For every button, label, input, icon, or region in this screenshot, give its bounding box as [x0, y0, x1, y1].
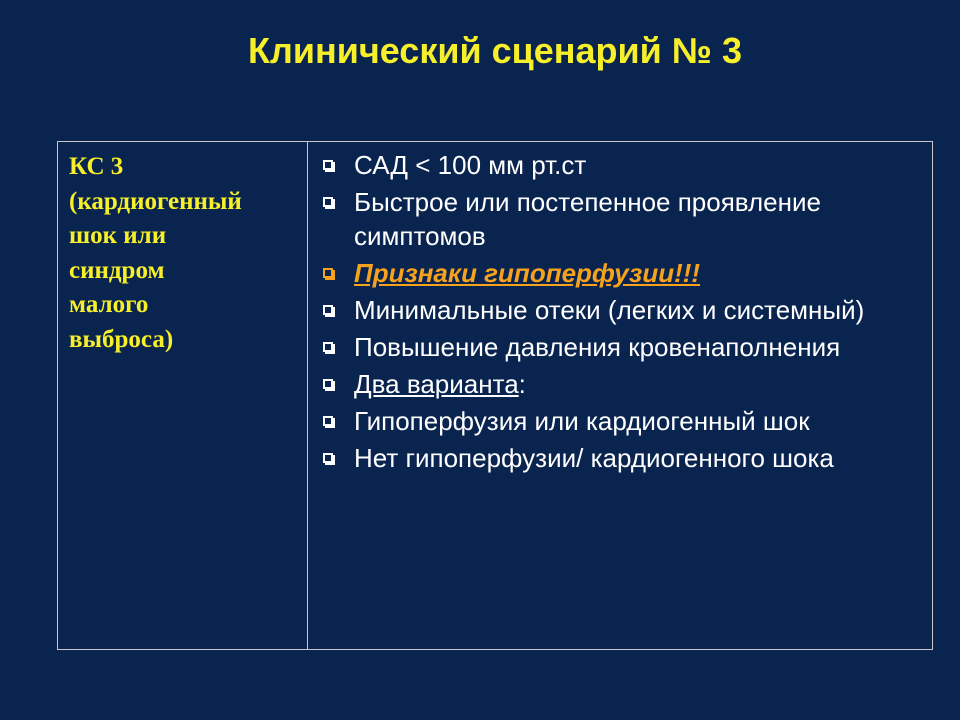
checkbox-square-icon	[323, 379, 333, 389]
scenario-label-line: синдром	[69, 256, 165, 284]
scenario-table	[57, 141, 933, 650]
criteria-list	[317, 148, 929, 478]
criteria-item-text: Гипоперфузия или кардиогенный шок	[354, 406, 810, 436]
criteria-item-text: Быстрое или постепенное проявление симптомов	[354, 187, 821, 251]
checkbox-square-icon	[323, 342, 333, 352]
scenario-label-line: (кардиогенный	[69, 187, 242, 215]
checkbox-square-icon	[323, 197, 333, 207]
column-divider	[307, 142, 308, 649]
criteria-item-text: САД < 100 мм рт.ст	[354, 150, 587, 180]
slide-title: Клинический сценарий № 3	[248, 30, 742, 71]
criteria-item	[317, 293, 929, 327]
checkbox-square-icon	[323, 268, 333, 278]
criteria-item	[317, 185, 929, 253]
criteria-item	[317, 404, 929, 438]
criteria-item	[317, 367, 929, 401]
scenario-label-line: КС 3	[69, 153, 124, 180]
checkbox-square-icon	[323, 305, 333, 315]
scenario-label-line: малого	[69, 291, 149, 318]
scenario-label-line: шок или	[69, 222, 167, 249]
scenario-label-line: выброса)	[69, 325, 174, 353]
criteria-item-text: Нет гипоперфузии/ кардиогенного шока	[354, 443, 834, 473]
criteria-item	[317, 330, 929, 364]
checkbox-square-icon	[323, 416, 333, 426]
criteria-item	[317, 148, 929, 182]
criteria-item	[317, 441, 929, 475]
checkbox-square-icon	[323, 160, 333, 170]
checkbox-square-icon	[323, 453, 333, 463]
criteria-item-text: Два варианта	[354, 369, 519, 399]
scenario-label-cell	[69, 150, 301, 357]
criteria-item-text: Признаки гипоперфузии!!!	[354, 258, 701, 288]
criteria-item-text: Повышение давления кровенаполнения	[354, 332, 841, 362]
criteria-item-suffix: :	[518, 369, 526, 399]
criteria-item-highlight	[317, 256, 929, 290]
criteria-item-text: Минимальные отеки (легких и системный)	[354, 295, 865, 325]
